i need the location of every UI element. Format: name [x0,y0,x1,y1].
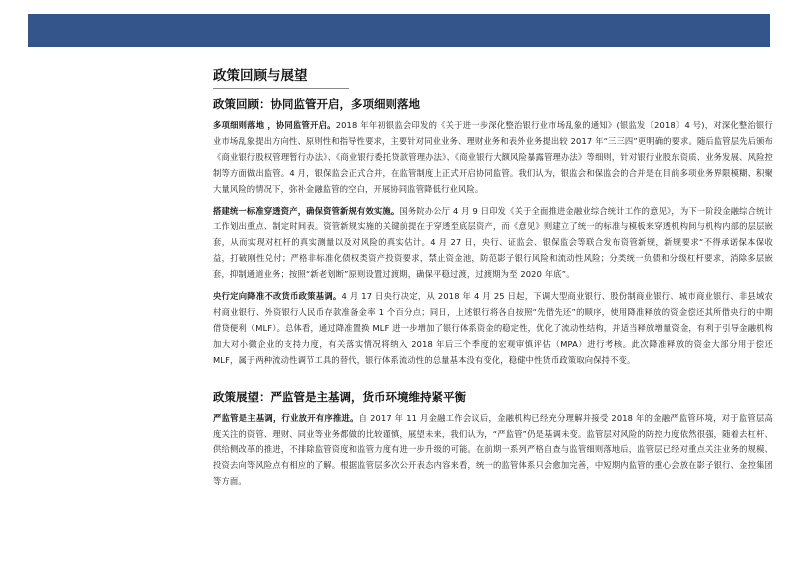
outlook-heading: 政策展望：严监管是主基调，货币环境维持紧平衡 [213,389,466,404]
outlook-paragraph-1 [213,411,773,491]
header-bar [28,14,770,47]
paragraph-body: 2018 年年初银监会印发的《关于进一步深化整治银行业市场乱象的通知》(银监发〔2018〕4 号)，对深化整治银行业市场乱象提出方向性、原则性和指导性要求，主要针对同业业务、理财业务和表外业务提出较 2017 年“三三四”更明确的要求。随后监管层先后颁布《商业银行股权管理暂行办法》、《商业银行委托贷款管理办法》、《商业银行大额风险暴露管理办法》等细则，针对银行业股东资质、业务发展、风险控制等方面做出监管。4 月，银保监会正式合并，在监管制度上正式开启协同监管。我们认为，银监会和保监会的合并是在目前多项业务界限模糊、积聚大量风险的情况下，弥补金融监管的空白，开展协同监管降低行业风险。 [213,120,774,194]
paragraph-body: 国务院办公厅 4 月 9 日印发《关于全面推进金融业综合统计工作的意见》，为下一阶段金融综合统计工作划出重点、制定时间表。资管新规实施的关键前提在于穿透至底层资产，而《意见》则建立了统一的标准与模板来穿透机构间与机构内部的层层嵌套，从而实现对杠杆的真实测量以及对风险的真实估计。4 月 27 日，央行、证监会、银保监会等联合发布资管新规，新规要求“不得承诺保本保收益，打破刚性兑付；严格非标准化债权类资产投资要求，禁止资金池，防范影子银行风险和流动性风险；分类统一负债和分级杠杆要求，消除多层嵌套，抑制通道业务；按照“新老划断”原则设置过渡期，确保平稳过渡，过渡期为至 2020 年底”。 [213,205,773,280]
paragraph-lead: 央行定向降准不改货币政策基调。 [213,291,342,302]
paragraph-lead: 严监管是主基调，行业放开有序推进。 [213,412,359,423]
report-content [213,64,773,496]
section-title: 政策回顾与展望 [213,64,349,89]
paragraph-lead: 搭建统一标准穿透资产，确保资管新规有效实施。 [213,205,400,216]
paragraph-body: 4 月 17 日央行决定，从 2018 年 4 月 25 日起，下调大型商业银行、股份制商业银行、城市商业银行、非县域农村商业银行、外资银行人民币存款准备金率 1 个百分点；同日，上述银行将各自按照“先借先还”的顺序，使用降准释放的资金偿还其所借央行的中期借贷便利（MLF）。总体看，通过降准置换 MLF 进一步增加了银行体系资金的稳定性，优化了流动性结构，并适当释放增量资金，有利于引导金融机构加大对小微企业的支持力度，有关落实情况将纳入 2018 年后三个季度的宏观审慎评估（MPA）进行考核。此次降准释放的资金大部分用于偿还 MLF，属于两种流动性调节工具的替代，银行体系流动性的总量基本没有变化，稳健中性货币政策取向保持不变。 [213,291,773,365]
paragraph-lead: 多项细则落地 ，协同监管开启。 [213,120,336,130]
review-heading: 政策回顾：协同监管开启，多项细则落地 [213,97,420,111]
review-paragraph-1 [213,118,773,198]
review-paragraph-2 [213,204,773,284]
paragraph-body: 自 2017 年 11 月金融工作会议后，金融机构已经充分理解并接受 2018 年的金融严监管环境，对于监管层高度关注的资管、理财、同业等业务都做的比较谨慎，展望未来，我们认为，“严监管”仍是基调未变。监管层对风险的防控力度依然很强，随着去杠杆、供给侧改革的推进，不排除监管资度和监管力度有进一步升级的可能。在前期一系列严格自查与监管细则落地后，监管层已经对重点关注业务的规模、投资去向等风险点有相应的了解。根据监管层多次公开表态内容来看，统一的监管体系只会愈加完善，中短期内监管的重心会放在影子银行、金控集团等方面。 [213,412,773,487]
review-paragraph-3 [213,289,773,369]
